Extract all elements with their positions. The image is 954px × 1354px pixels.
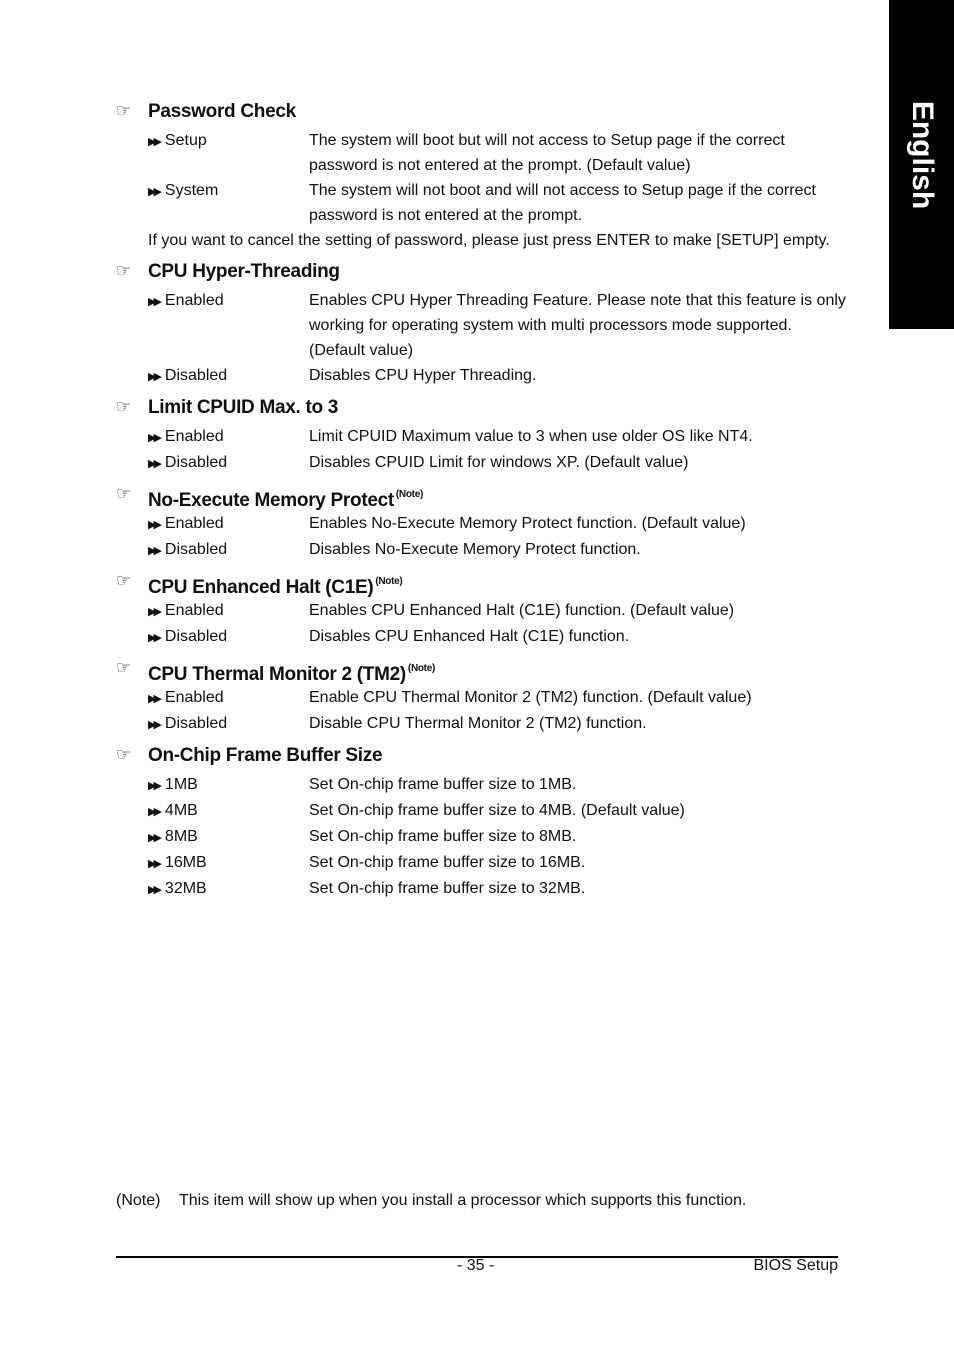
- option-name-text: Disabled: [164, 454, 228, 471]
- option-name: [116, 876, 309, 902]
- option-name: [116, 450, 309, 476]
- option-name: [116, 824, 309, 850]
- section-title-text: CPU Enhanced Halt (C1E): [148, 577, 374, 598]
- option-description: Disables CPU Enhanced Halt (C1E) function.: [309, 628, 630, 645]
- option-name: [116, 424, 309, 450]
- double-arrow-icon: ▶▶: [148, 831, 159, 844]
- option-description: Enable CPU Thermal Monitor 2 (TM2) function. (Default value): [309, 689, 752, 706]
- option-description: Disables CPU Hyper Threading.: [309, 367, 537, 384]
- option-description: Set On-chip frame buffer size to 4MB. (Default value): [309, 802, 685, 819]
- section-title-text: Password Check: [148, 101, 296, 122]
- language-tab-label: English: [905, 100, 939, 210]
- section-title: [148, 260, 340, 284]
- footnote-text: This item will show up when you install a processor which supports this function.: [179, 1192, 747, 1209]
- option-row: [116, 824, 846, 850]
- section-title: [148, 744, 382, 768]
- double-arrow-icon: ▶▶: [148, 883, 159, 896]
- footnote-label: (Note): [116, 1192, 161, 1209]
- option-description: Set On-chip frame buffer size to 1MB.: [309, 776, 577, 793]
- section-title-text: Limit CPUID Max. to 3: [148, 397, 339, 418]
- option-name: [116, 288, 309, 363]
- option-name-text: Enabled: [164, 428, 224, 445]
- option-row: [116, 288, 846, 363]
- double-arrow-icon: ▶▶: [148, 135, 159, 148]
- section: [116, 258, 846, 389]
- double-arrow-icon: ▶▶: [148, 185, 159, 198]
- pointing-finger-icon: ☞: [116, 745, 132, 765]
- option-description: The system will not boot and will not access to Setup page if the correct password is not entered at the prompt.: [309, 182, 816, 224]
- option-name-text: System: [164, 182, 219, 199]
- double-arrow-icon: ▶▶: [148, 805, 159, 818]
- double-arrow-icon: ▶▶: [148, 692, 159, 705]
- double-arrow-icon: ▶▶: [148, 544, 159, 557]
- option-name: [116, 363, 309, 389]
- option-description: Set On-chip frame buffer size to 8MB.: [309, 828, 577, 845]
- note-superscript: (Note): [395, 489, 423, 500]
- option-name-text: Disabled: [164, 715, 228, 732]
- double-arrow-icon: ▶▶: [148, 518, 159, 531]
- option-description: Disables No-Execute Memory Protect function.: [309, 541, 641, 558]
- option-name-text: 8MB: [164, 828, 198, 845]
- option-name: [116, 711, 309, 737]
- section-title: [148, 657, 435, 687]
- option-name: [116, 850, 309, 876]
- option-description: Set On-chip frame buffer size to 16MB.: [309, 854, 586, 871]
- section-title: [148, 570, 402, 600]
- option-description: Disable CPU Thermal Monitor 2 (TM2) function.: [309, 715, 647, 732]
- option-row: [116, 178, 846, 228]
- option-row: [116, 598, 846, 624]
- option-name-text: 1MB: [164, 776, 198, 793]
- note-superscript: (Note): [375, 576, 403, 587]
- section: [116, 568, 846, 650]
- double-arrow-icon: ▶▶: [148, 779, 159, 792]
- section-title: [148, 396, 338, 420]
- option-row: [116, 128, 846, 178]
- section-title: [148, 100, 296, 124]
- section-header: [116, 98, 846, 128]
- option-row: [116, 772, 846, 798]
- option-name: [116, 128, 309, 178]
- option-name-text: Disabled: [164, 541, 228, 558]
- pointing-finger-icon: ☞: [116, 571, 132, 591]
- page-number: - 35 -: [457, 1257, 495, 1274]
- option-row: [116, 424, 846, 450]
- option-name: [116, 798, 309, 824]
- option-name-text: Enabled: [164, 515, 224, 532]
- option-name-text: Setup: [164, 132, 207, 149]
- option-row: [116, 537, 846, 563]
- section-title: [148, 483, 423, 513]
- section-header: [116, 481, 846, 511]
- option-name-text: Disabled: [164, 367, 228, 384]
- option-name: [116, 511, 309, 537]
- option-name-text: 4MB: [164, 802, 198, 819]
- pointing-finger-icon: ☞: [116, 261, 132, 281]
- section-title-text: CPU Thermal Monitor 2 (TM2): [148, 664, 406, 685]
- option-description: Enables No-Execute Memory Protect function. (Default value): [309, 515, 746, 532]
- section: [116, 394, 846, 476]
- pointing-finger-icon: ☞: [116, 397, 132, 417]
- option-name-text: 16MB: [164, 854, 207, 871]
- footer-title: BIOS Setup: [753, 1257, 838, 1274]
- option-name: [116, 685, 309, 711]
- option-name: [116, 772, 309, 798]
- option-name-text: Disabled: [164, 628, 228, 645]
- double-arrow-icon: ▶▶: [148, 605, 159, 618]
- double-arrow-icon: ▶▶: [148, 370, 159, 383]
- section: [116, 98, 846, 253]
- option-description: The system will boot but will not access to Setup page if the correct password is not entered at the prompt. (Default value): [309, 132, 785, 174]
- section-header: [116, 258, 846, 288]
- double-arrow-icon: ▶▶: [148, 718, 159, 731]
- option-description: Disables CPUID Limit for windows XP. (Default value): [309, 454, 689, 471]
- section-title-text: On-Chip Frame Buffer Size: [148, 745, 383, 766]
- option-name-text: Enabled: [164, 602, 224, 619]
- option-row: [116, 624, 846, 650]
- option-description: Enables CPU Hyper Threading Feature. Please note that this feature is only working for operating system with multi processors mode supported. (Default value): [309, 292, 846, 359]
- option-name: [116, 178, 309, 228]
- option-description: Enables CPU Enhanced Halt (C1E) function. (Default value): [309, 602, 735, 619]
- option-row: [116, 850, 846, 876]
- double-arrow-icon: ▶▶: [148, 457, 159, 470]
- option-row: [116, 711, 846, 737]
- pointing-finger-icon: ☞: [116, 658, 132, 678]
- language-tab: [889, 0, 954, 329]
- option-name-text: Enabled: [164, 689, 224, 706]
- bios-options-content: [116, 98, 846, 907]
- double-arrow-icon: ▶▶: [148, 857, 159, 870]
- option-row: [116, 876, 846, 902]
- section: [116, 481, 846, 563]
- option-name-text: 32MB: [164, 880, 207, 897]
- option-row: [116, 363, 846, 389]
- option-row: [116, 798, 846, 824]
- pointing-finger-icon: ☞: [116, 101, 132, 121]
- double-arrow-icon: ▶▶: [148, 295, 159, 308]
- option-row: [116, 450, 846, 476]
- section-note: If you want to cancel the setting of password, please just press ENTER to make [SETUP] empty.: [148, 232, 830, 249]
- section-title-text: No-Execute Memory Protect: [148, 490, 394, 511]
- section: [116, 655, 846, 737]
- section: [116, 742, 846, 902]
- option-name: [116, 598, 309, 624]
- pointing-finger-icon: ☞: [116, 484, 132, 504]
- option-name-text: Enabled: [164, 292, 224, 309]
- option-name: [116, 537, 309, 563]
- option-row: [116, 685, 846, 711]
- section-title-text: CPU Hyper-Threading: [148, 261, 340, 282]
- section-header: [116, 568, 846, 598]
- option-name: [116, 624, 309, 650]
- section-header: [116, 655, 846, 685]
- double-arrow-icon: ▶▶: [148, 431, 159, 444]
- note-superscript: (Note): [407, 663, 436, 674]
- section-header: [116, 394, 846, 424]
- option-description: Limit CPUID Maximum value to 3 when use older OS like NT4.: [309, 428, 753, 445]
- double-arrow-icon: ▶▶: [148, 631, 159, 644]
- option-row: [116, 511, 846, 537]
- footnote: [116, 1192, 746, 1210]
- option-description: Set On-chip frame buffer size to 32MB.: [309, 880, 586, 897]
- section-header: [116, 742, 846, 772]
